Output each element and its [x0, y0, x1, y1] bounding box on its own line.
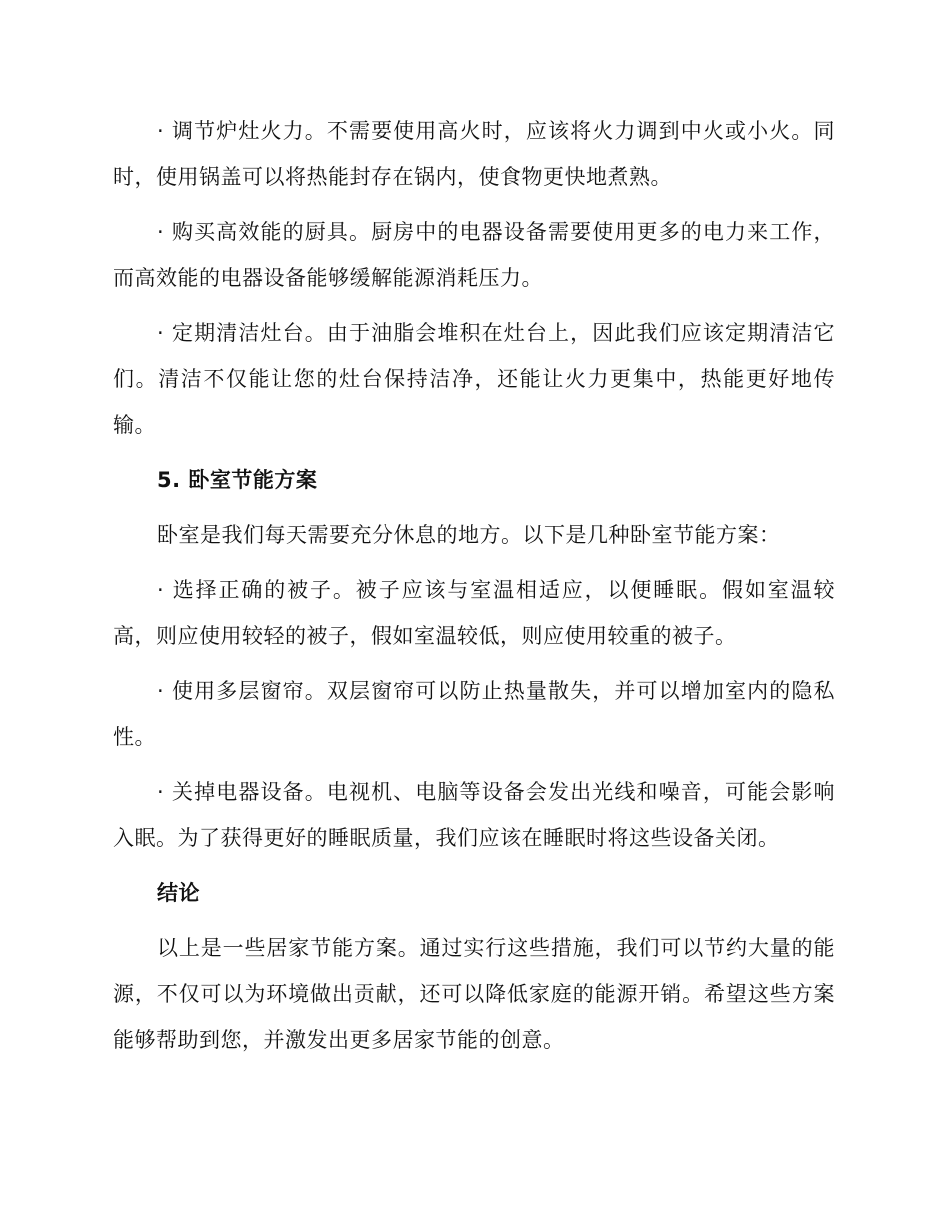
bedroom-intro: 卧室是我们每天需要充分休息的地方。以下是几种卧室节能方案： [157, 523, 781, 547]
bullet-clean-stove: · 定期清洁灶台。由于油脂会堆积在灶台上，因此我们应该定期清洁它们。清洁不仅能让您的灶台保持洁净，还能让火力更集中，热能更好地传输。 [113, 321, 835, 437]
section-heading-conclusion: 结论 [157, 881, 200, 905]
section-heading-bedroom: 5. 卧室节能方案 [157, 468, 318, 492]
document-body [113, 108, 835, 1072]
bullet-efficient-cookware: · 购买高效能的厨具。厨房中的电器设备需要使用更多的电力来工作，而高效能的电器设备能够缓解能源消耗压力。 [113, 220, 835, 290]
bullet-stove-heat: · 调节炉灶火力。不需要使用高火时，应该将火力调到中火或小火。同时，使用锅盖可以将热能封存在锅内，使食物更快地煮熟。 [113, 119, 835, 189]
conclusion-paragraph: 以上是一些居家节能方案。通过实行这些措施，我们可以节约大量的能源，不仅可以为环境做出贡献，还可以降低家庭的能源开销。希望这些方案能够帮助到您，并激发出更多居家节能的创意。 [113, 936, 835, 1052]
bullet-devices-off: · 关掉电器设备。电视机、电脑等设备会发出光线和噪音，可能会影响入眠。为了获得更好的睡眠质量，我们应该在睡眠时将这些设备关闭。 [113, 780, 835, 850]
bullet-quilt: · 选择正确的被子。被子应该与室温相适应，以便睡眠。假如室温较高，则应使用较轻的被子，假如室温较低，则应使用较重的被子。 [113, 578, 835, 648]
bullet-curtains: · 使用多层窗帘。双层窗帘可以防止热量散失，并可以增加室内的隐私性。 [113, 679, 835, 749]
